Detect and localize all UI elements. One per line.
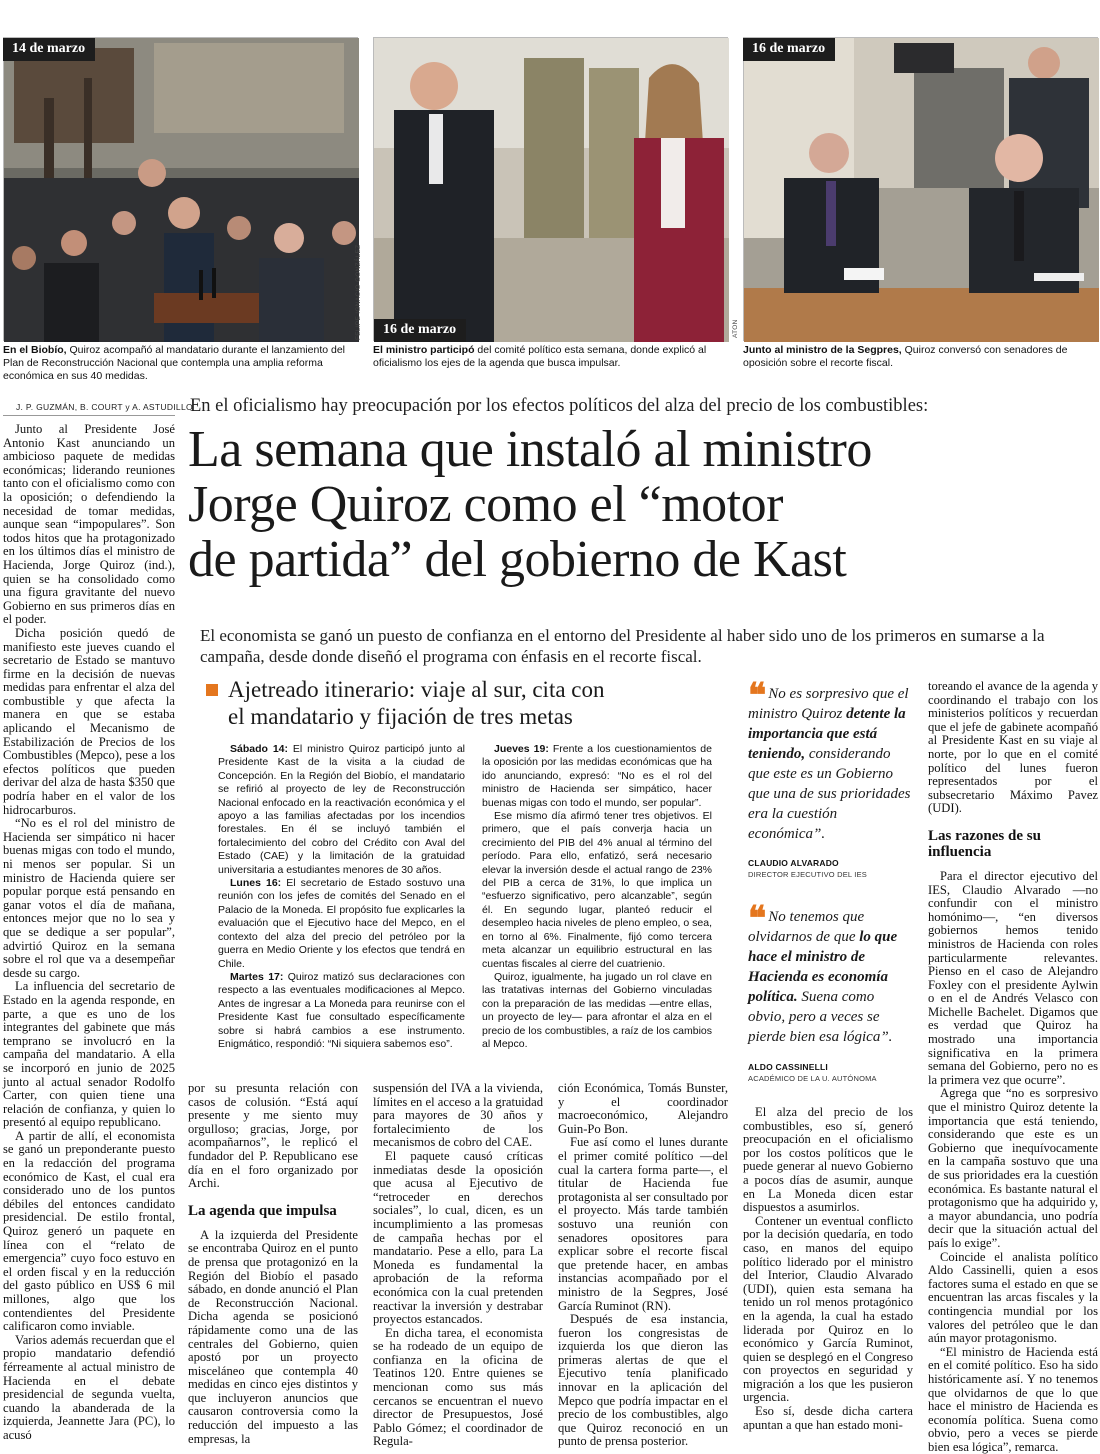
col6-paragraph: Agrega que “no es sorpresivo que el ministro Quiroz detente la importancia que está teniendo, considerando que este es un Gobierno que inequívocamente en la campaña sostuvo que una de sus prioridades era la cuestión económica. Es bastante natural el protagonismo que ha adquirido y, a mayor abundancia, uno podría decir que la situación actual del país lo exige”. xyxy=(928,1086,1098,1250)
pull-quote-cassinelli xyxy=(748,901,913,1047)
box-right-column xyxy=(482,743,712,1051)
headline-line-3: de partida” del gobierno de Kast xyxy=(188,531,847,588)
photo-segpres-caption-lead: Junto al ministro de la Segpres, xyxy=(743,344,902,356)
byline-rule xyxy=(3,415,175,416)
photo-comite-image xyxy=(374,38,729,342)
box-entry xyxy=(218,971,465,1051)
box-entry-text: Quiroz matizó sus declaraciones con respecto a las eventuales modificaciones al Mepco. Antes de ingresar a La Moneda para reunirse con el Presidente Kast fue consultado específicamente sobre si habrá cambios a ese instrumento. Enigmático, respondió: “Ni siquiera sabemos eso”. xyxy=(218,970,465,1050)
headline-line-1: La semana que instaló al ministro xyxy=(188,421,872,478)
pull-quote-cassinelli-role: ACADÉMICO DE LA U. AUTÓNOMA xyxy=(748,1074,877,1083)
pull-quote-alvarado-text-c: considerando que este es un Gobierno que una de sus prioridades era la cuestión económica”. xyxy=(748,746,911,842)
col1-paragraph: La influencia del secretario de Estado en la agenda responde, en parte, a que es uno de los integrantes del gabinete que más temprano se involucró en la campaña del mandatario. A ella se incorporó en junio de 2025 junto al actual senador Rodolfo Carter, con quien tiene una relación de confianza, y quien lo presentó al equipo republicano. xyxy=(3,979,175,1130)
col5-paragraph: El alza del precio de los combustibles, eso sí, generó preocupación en el oficialismo por los costos políticos que le puede generar al nuevo Gobierno a pocos días de asumir, aunque en La Moneda dicen estar dispuestos a asumirlos. xyxy=(743,1105,913,1215)
photo-biobio-date: 14 de marzo xyxy=(3,38,95,61)
photo-comite-date: 16 de marzo xyxy=(374,319,466,342)
headline xyxy=(188,422,1088,587)
col1-paragraph: Dicha posición quedó de manifiesto este jueves cuando el secretario de Estado se mantuvo firme en la decisión de nuevas medidas para enfrentar el alza del combustible y que afecta la manera en que se estaba aplicando el Mecanismo de Estabilización de Precios de los Combustibles (Mepco), pese a los efectos políticos que pueden derivar del alza de hasta $350 que podría haber en el valor de los hidrocarburos. xyxy=(3,625,175,817)
pull-quote-cassinelli-name: ALDO CASSINELLI xyxy=(748,1062,828,1072)
column-5 xyxy=(743,1106,913,1432)
subhead-agenda: La agenda que impulsa xyxy=(188,1202,337,1219)
photo-biobio xyxy=(3,37,358,341)
col5-paragraph: Eso sí, desde dicha cartera apuntan a que han estado moni- xyxy=(743,1404,913,1432)
col2-paragraph: por su presunta relación con casos de colusión. “Está aquí presente y me siento muy orgulloso; gracias, Jorge, por acompañarnos”, le replicó el fundador del P. Republicano ese día en el foro organizado por Archi. xyxy=(188,1081,358,1191)
box-title-line-1: Ajetreado itinerario: viaje al sur, cita con xyxy=(228,677,605,702)
photo-segpres-caption xyxy=(743,344,1098,370)
box-entry-text: Ese mismo día afirmó tener tres objetivos. El primero, que el país converja hacia un crecimiento del PIB del 4% anual al término del período. Para ello, enfatizó, será necesario elevar la inversión desde el actual rango de 23% del PIB a cerca de 31%, lo que implica un “esfuerzo significativo, pero alcanzable”, según él. En segundo lugar, planteó reducir el desempleo hacia niveles de pleno empleo, o sea, en torno al 6%. Finalmente, fijó como tercera meta alcanzar un equilibrio estructural en las cuentas fiscales al cierre del cuatrienio. xyxy=(482,810,712,970)
col1-paragraph: Varios además recuerdan que el propio mandatario defendió férreamente al actual ministro de Hacienda en el debate presidencial de segunda vuelta, cuando la abanderada de la izquierda, Jeannette Jara (PC), lo acusó xyxy=(3,1332,175,1442)
pull-quote-alvarado-role: DIRECTOR EJECUTIVO DEL IES xyxy=(748,870,867,879)
photo-comite-caption-lead: El ministro participó xyxy=(373,344,475,356)
box-entry xyxy=(482,971,712,1051)
dek: El economista se ganó un puesto de confianza en el entorno del Presidente al haber sido uno de los primeros en sumarse a la campaña, desde donde diseñó el programa con énfasis en el recorte fiscal. xyxy=(200,626,1045,666)
photo-segpres-date: 16 de marzo xyxy=(743,38,835,61)
pull-quote-cassinelli-text-a: No tenemos que olvidarnos de que xyxy=(748,909,865,945)
photo-comite xyxy=(373,37,728,341)
col1-paragraph: A partir de allí, el economista se ganó un preponderante puesto en la redacción del programa económico de Kast, el cual era considerado uno de los puntos débiles del entonces candidato presidencial. De estilo frontal, Quiroz generó un paquete en línea con el “relato de emergencia” cuyo foco estuvo en el orden fiscal y en la reducción del gasto público en US$ 6 mil millones, algo que los contendientes del Presidente calificaron como inviable. xyxy=(3,1128,175,1334)
box-bullet-square xyxy=(206,684,218,696)
headline-line-2: Jorge Quiroz como el “motor xyxy=(188,476,783,533)
photo-comite-credit: ATON xyxy=(732,319,739,338)
box-title-line-2: el mandatario y fijación de tres metas xyxy=(228,704,573,729)
column-3 xyxy=(373,1082,543,1449)
col1-paragraph: Junto al Presidente José Antonio Kast anunciando un ambicioso paquete de medidas económicas; liderando reuniones tanto con el oficialismo como con la oposición; o defendiendo la necesidad de tomar medidas, aunque sean “impopulares”. Son todos hitos que ha protagonizado en los últimos días el ministro de Hacienda, Jorge Quiroz (ind.), quien se ha consolidado como una figura gravitante del nuevo Gobierno en sus primeros días en el poder. xyxy=(3,422,175,627)
photo-biobio-credit: FELIPE IGNACIO GONZÁLEZ xyxy=(355,244,362,340)
box-entry-day: Martes 17: xyxy=(230,970,284,983)
quote-mark-icon: ❝ xyxy=(748,901,767,938)
pull-quote-alvarado-text-a: No es sorpresivo que el ministro Quiroz xyxy=(748,686,909,722)
photo-biobio-caption-lead: En el Biobío, xyxy=(3,344,67,356)
pull-quote-alvarado xyxy=(748,678,913,844)
box-entry-text: Quiroz, igualmente, ha jugado un rol clave en las tratativas internas del Gobierno vinculadas con la preparación de las medidas —entre ellas, un proyecto de ley— para afrontar el alza en el precio de los combustibles, a raíz de los cambios al Mepco. xyxy=(482,970,712,1050)
box-entry-text: El secretario de Estado sostuvo una reunión con los jefes de comités del Senado en el Palacio de la Moneda. El propósito fue explicarles la evaluación que el Ejecutivo hace del Mepco, en el contexto del alza del precio del petróleo por la guerra en Medio Oriente y los efectos que tendrá en Chile. xyxy=(218,877,466,970)
col6-paragraph: toreando el avance de la agenda y coordinando el trabajo con los ministerios políticos y recuerdan que el jefe de gabinete acompañó al Presidente Kast en su viaje al norte, por lo que en el comité político del lunes fueron representados por el subsecretario Máximo Pavez (UDI). xyxy=(928,679,1098,816)
pull-quote-alvarado-text-b: detente la importancia que está teniendo, xyxy=(748,706,906,762)
box-entry-day: Sábado 14: xyxy=(230,743,288,755)
col2-paragraph: A la izquierda del Presidente se encontraba Quiroz en el punto de prensa que protagonizó en la Región del Biobío el pasado sábado, en donde anunció el Plan de Reconstrucción Nacional. Dicha agenda se posicionó rápidamente como una de las centrales del Gobierno, quien apostó por un proyecto misceláneo que contempla 40 medidas en cinco ejes distintos y que incluyeron anuncios que causaron controversia como la reducción del impuesto a las empresas, la xyxy=(188,1227,358,1446)
col6-paragraph: Coincide el analista político Aldo Cassinelli, quien a esos factores suma el estado en que se encuentran las arcas fiscales y la contingencia mundial por los valores del petróleo que le dan aún mayor protagonismo. xyxy=(928,1249,1098,1346)
column-4 xyxy=(558,1082,728,1449)
col3-paragraph: suspensión del IVA a la vivienda, límites en el acceso a la gratuidad para mayores de 30 años y fortalecimiento de los mecanismos de cobro del CAE. xyxy=(373,1081,543,1150)
photo-comite-caption xyxy=(373,344,728,370)
box-entry-day: Lunes 16: xyxy=(230,877,282,890)
box-entry xyxy=(482,810,712,971)
col6-paragraph: “El ministro de Hacienda está en el comité político. Eso ha sido históricamente así. Y no tenemos que olvidarnos de que lo que hace el ministro de Hacienda es economía política. Suena como obvio, pero a veces se pierde bien esa lógica”, remarca. xyxy=(928,1344,1098,1454)
subhead-razones: Las razones de su influencia xyxy=(928,827,1041,860)
quote-mark-icon: ❝ xyxy=(748,678,767,715)
col5-paragraph: Contener un eventual conflicto por la decisión quedaría, en todo caso, en manos del equipo político liderado por el ministro del Interior, Claudio Alvarado (UDI), quien esta semana ha tenido un rol menos protagónico en la agenda, la cual ha estado liderada por Quiroz en lo económico y García Ruminot, quien se desplegó en el Congreso con proyectos en seguridad y migración a los que les pusieron urgencia. xyxy=(743,1213,913,1405)
box-entry-text: El ministro Quiroz participó junto al Presidente Kast de la visita a la ciudad de Concepción. En la Región del Biobío, el mandatario se refirió al proyecto de ley de Reconstrucción Nacional enfocado en la reactivación económica y el apoyo a las familias afectadas por los incendios forestales. En él se incluyó también el fortalecimiento del cobro del Crédito con Aval del Estado (CAE) y la limitación de la gratuidad universitaria a estudiantes menores de 30 años. xyxy=(218,743,465,876)
pull-quote-cassinelli-text-b: lo que hace el ministro de Hacienda es economía política. xyxy=(748,929,898,1005)
photo-biobio-caption-text: Quiroz acompañó al mandatario durante el lanzamiento del Plan de Reconstrucción Nacional que contempla una amplia reforma económica en sus 40 medidas. xyxy=(3,344,346,382)
col4-paragraph: Fue así como el lunes durante el primer comité político —del cual la cartera forma parte—, el titular de Hacienda fue protagonista al ser consultado por el proyecto. Más tarde también sostuvo una reunión con senadores opositores para explicar sobre el recorte fiscal que pretende hacer, en ambas instancias acompañado por el ministro de la Segpres, José García Ruminot (RN). xyxy=(558,1135,728,1313)
box-entry-day: Jueves 19: xyxy=(494,743,549,755)
col6-paragraph: Para el director ejecutivo del IES, Claudio Alvarado —no confundir con el ministro homónimo—, “en diversos gobiernos hemos tenido ministros de Hacienda con roles particularmente relevantes. Pienso en el caso de Alejandro Foxley con el presidente Aylwin o en el de Andrés Velasco con Michelle Bachelet. Digamos que es verdad que Quiroz ha mostrado una importancia significativa en la primera semana del Gobierno, pero no es la primera vez que ocurre”. xyxy=(928,868,1098,1087)
photo-segpres-image xyxy=(744,38,1099,342)
photo-biobio-image xyxy=(4,38,359,342)
col3-paragraph: En dicha tarea, el economista se ha rodeado de un equipo de confianza en la oficina de Teatinos 120. Entre quienes se mencionan como sus más cercanos se encuentran el nuevo director de Presupuestos, José Pablo Gómez; el coordinador de Regula- xyxy=(373,1325,543,1449)
column-1 xyxy=(3,423,175,1443)
pull-quote-cassinelli-text-c: Suena como obvio, pero a veces se pierde bien esa lógica”. xyxy=(748,989,893,1045)
box-entry xyxy=(482,743,712,810)
photo-biobio-caption xyxy=(3,344,358,383)
box-left-column xyxy=(218,743,465,1051)
column-2 xyxy=(188,1082,358,1446)
byline: J. P. GUZMÁN, B. COURT y A. ASTUDILLO xyxy=(16,402,193,412)
col4-paragraph: Después de esa instancia, fueron los congresistas de izquierda los que dieron las primeras alertas de que el Ejecutivo tenía planificado innovar en la aplicación del Mepco que podría impactar en el precio de los combustibles, algo que Quiroz reconoció en un punto de prensa posterior. xyxy=(558,1312,728,1449)
kicker: En el oficialismo hay preocupación por los efectos políticos del alza del precio de los combustibles: xyxy=(190,396,929,416)
box-entry xyxy=(218,743,465,877)
col4-paragraph: ción Económica, Tomás Bunster, y el coordinador macroeconómico, Alejandro Guin-Po Bon. xyxy=(558,1081,728,1136)
box-entry xyxy=(218,877,465,971)
col3-paragraph: El paquete causó críticas inmediatas desde la oposición que acusa al Ejecutivo de “retroceder en derechos sociales”, lo cual, dicen, es un incumplimiento a las promesas de campaña hechas por el mandatario. Pese a ello, para La Moneda es fundamental la aprobación de la reforma económica con la cual pretenden reactivar la inversión y destrabar proyectos estancados. xyxy=(373,1148,543,1327)
col1-paragraph: “No es el rol del ministro de Hacienda ser simpático ni hacer buenas migas con todo el mundo, ni menos ser popular. Si un ministro de Hacienda quiere ser popular porque está pensando en ganar votos el día de mañana, entonces mejor que no lo sea y que se dedique a ser popular”, advirtió Quiroz en la semana sobre el rol que va a desempeñar desde su cargo. xyxy=(3,816,175,980)
photo-segpres-caption-text: Quiroz conversó con senadores de oposición sobre el recorte fiscal. xyxy=(743,344,1068,369)
box-title xyxy=(228,676,728,730)
column-6 xyxy=(928,680,1098,1454)
photo-comite-caption-text: del comité político esta semana, donde explicó al oficialismo los ejes de la agenda que busca impulsar. xyxy=(373,344,707,369)
pull-quote-alvarado-name: CLAUDIO ALVARADO xyxy=(748,858,839,868)
box-entry-text: Frente a los cuestionamientos de la oposición por las medidas económicas que ha ido anunciando, expresó: “No es el rol del ministro de Hacienda ser simpático, hacer buenas migas con todo el mundo, ser popular”. xyxy=(482,743,712,809)
photo-segpres xyxy=(743,37,1098,341)
